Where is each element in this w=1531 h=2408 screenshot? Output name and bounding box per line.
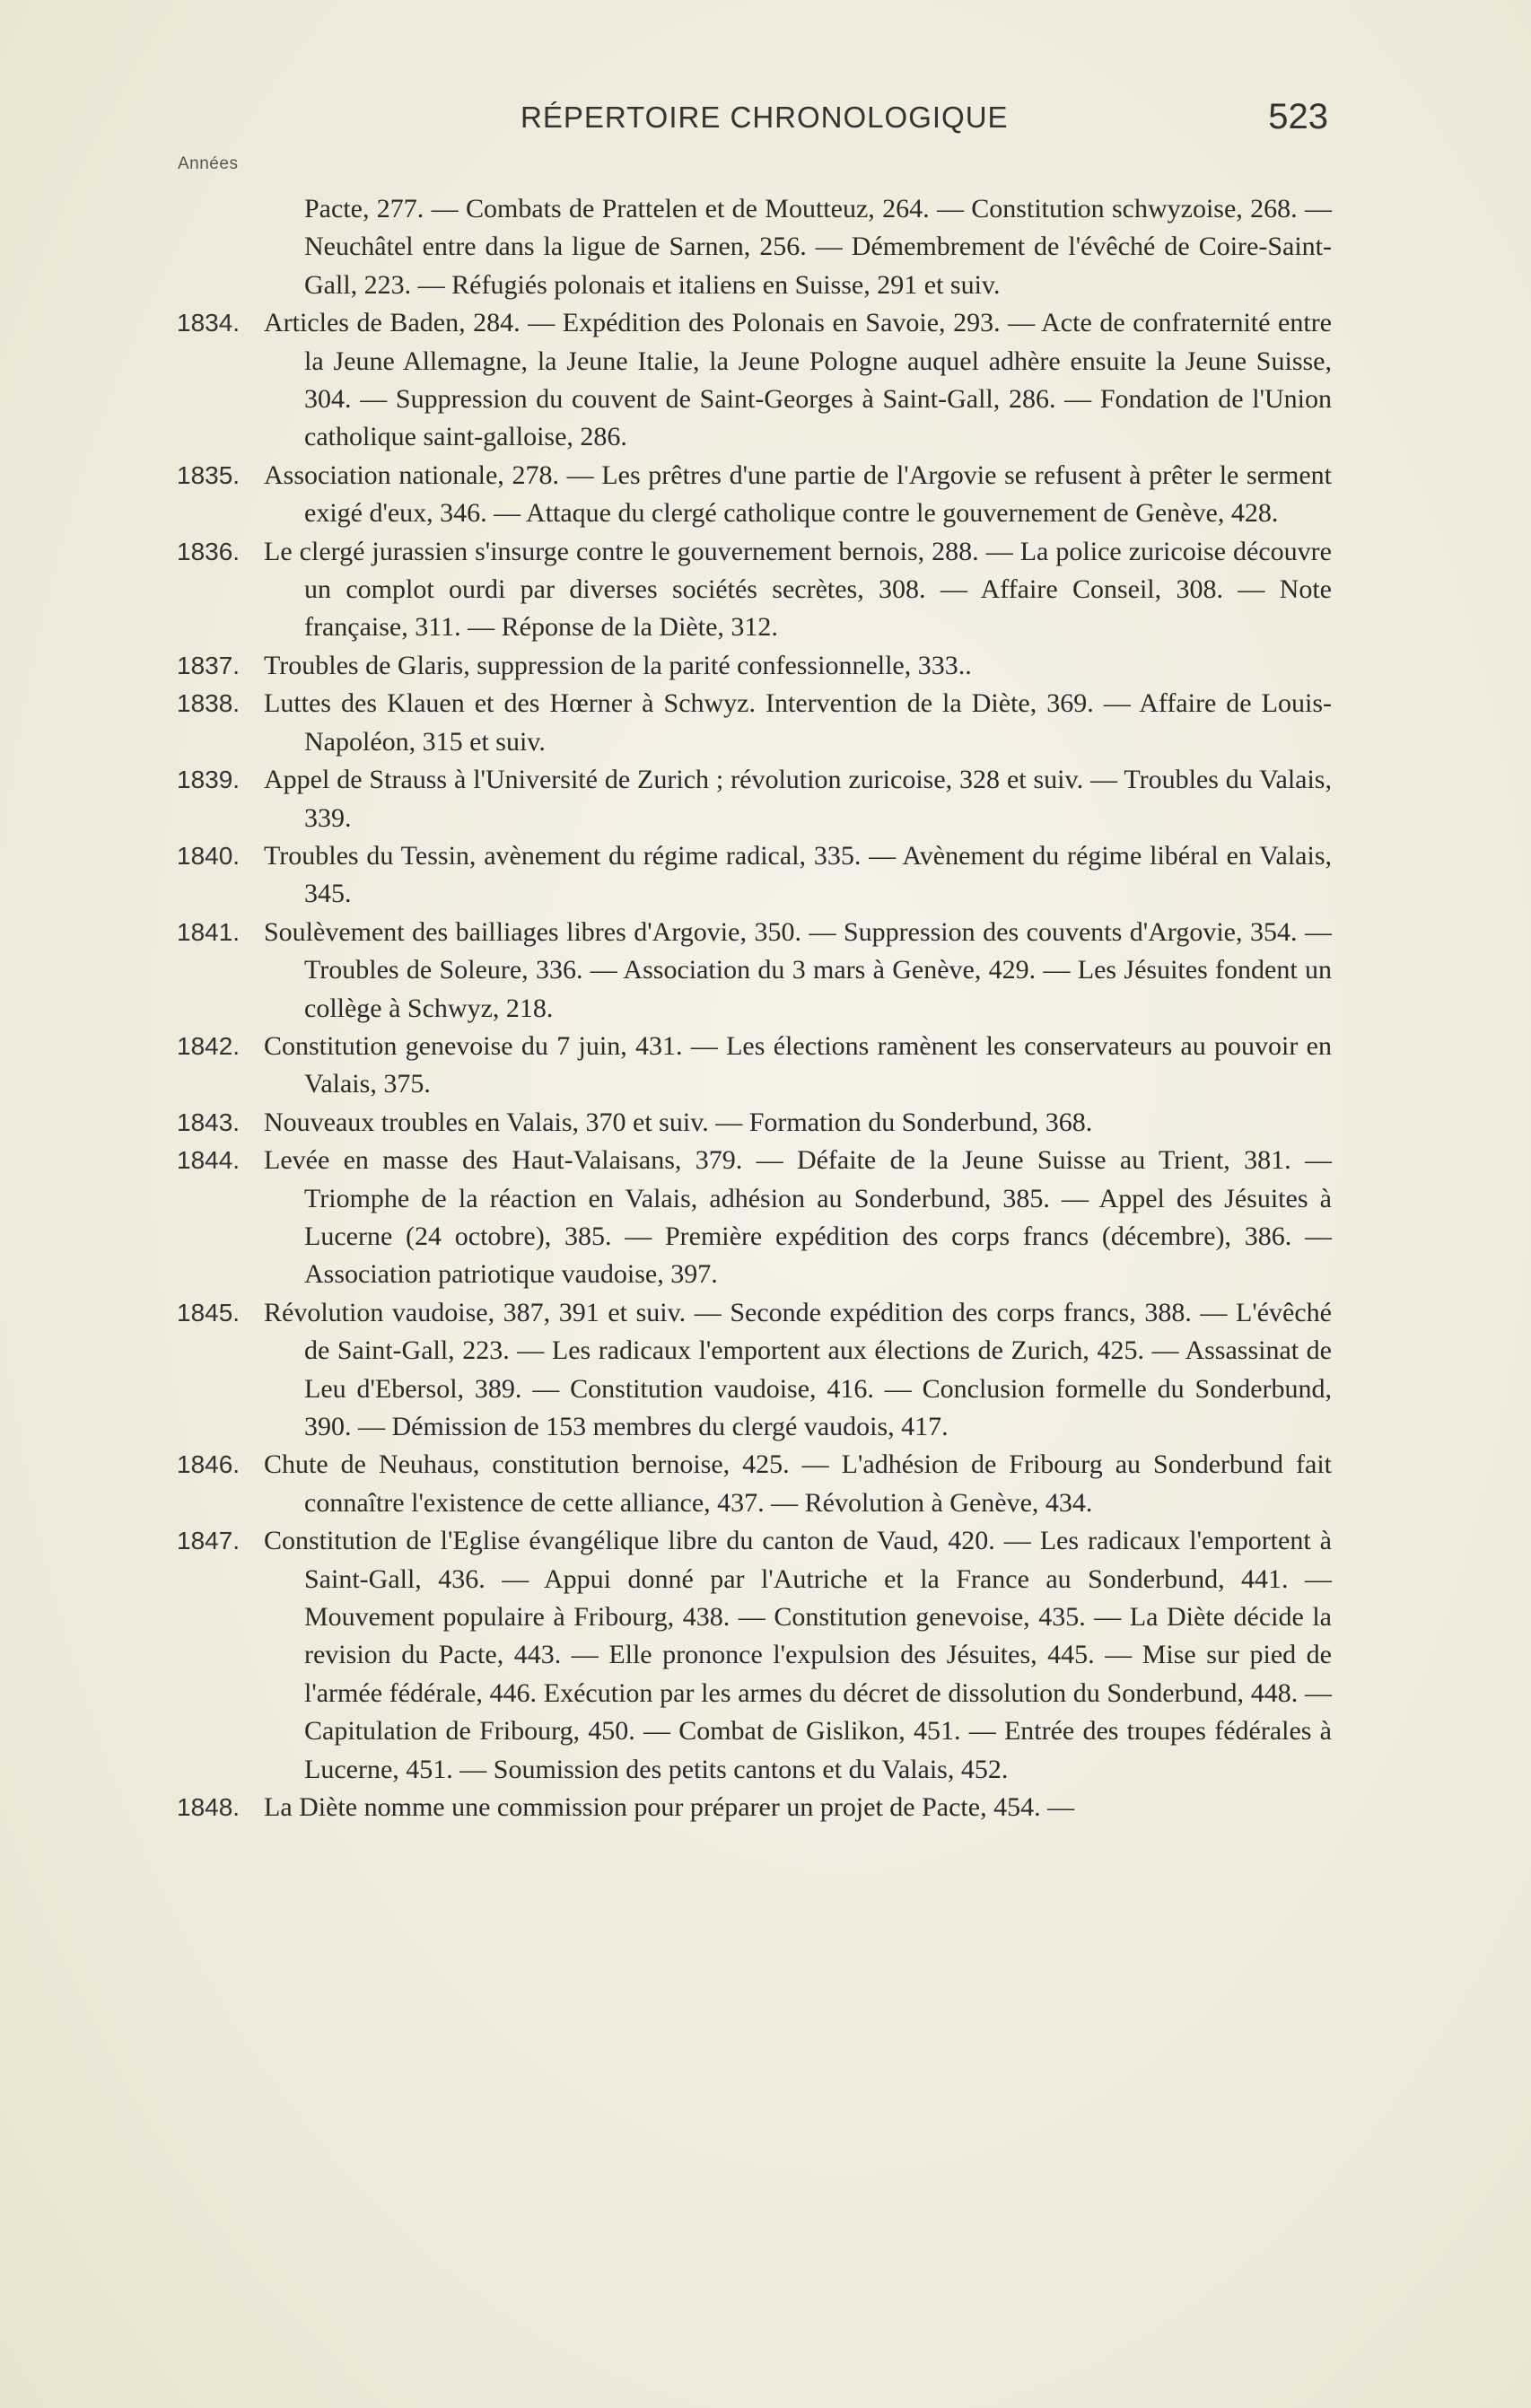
- entry-year: 1837.: [177, 651, 241, 679]
- chronology-entry: [0, 914, 1531, 1028]
- entry-year: 1847.: [177, 1527, 241, 1555]
- chronology-entry: [0, 1789, 1531, 1826]
- entry-year: 1843.: [177, 1108, 241, 1136]
- page-header: [521, 97, 1328, 145]
- entry-year: 1846.: [177, 1450, 241, 1479]
- chronology-entry: [0, 190, 1531, 304]
- entry-text: Pacte, 277. — Combats de Prattelen et de Moutteuz, 264. — Constitution schwyzoise, 268. — Neuchâtel entre dans la ligue de Sarnen, 256. — Démembrement de l'évêché de Coire-Saint-Gall, 223. — Réfugiés polonais et italiens en Suisse, 291 et suiv.: [304, 194, 1332, 300]
- entry-text: Révolution vaudoise, 387, 391 et suiv. — Seconde expédition des corps francs, 388. — L'évêché de Saint-Gall, 223. — Les radicaux l'emportent aux élections de Zurich, 425. — Assassinat de Leu d'Ebersol, 389. — Constitution vaudoise, 416. — Conclusion formelle du Sonderbund, 390. — Démission de 153 membres du clergé vaudois, 417.: [264, 1297, 1332, 1441]
- entry-year: 1848.: [177, 1793, 241, 1822]
- chronology-entry: [0, 685, 1531, 761]
- entry-year: 1839.: [177, 766, 241, 794]
- entry-text: Troubles de Glaris, suppression de la parité confessionnelle, 333..: [264, 650, 972, 680]
- chronology-entry: [0, 533, 1531, 647]
- chronology-entry: [0, 837, 1531, 914]
- entry-year: 1841.: [177, 917, 241, 946]
- chronology-entry: [0, 1028, 1531, 1104]
- entry-text: Constitution de l'Eglise évangélique libre du canton de Vaud, 420. — Les radicaux l'emportent à Saint-Gall, 436. — Appui donné par l'Autriche et la France au Sonderbund, 441. — Mouvement populaire à Fribourg, 438. — Constitution genevoise, 435. — La Diète décide la revision du Pacte, 443. — Elle prononce l'expulsion des Jésuites, 445. — Mise sur pied de l'armée fédérale, 446. Exécution par les armes du décret de dissolution du Sonderbund, 448. — Capitulation de Fribourg, 450. — Combat de Gislikon, 451. — Entrée des troupes fédérales à Lucerne, 451. — Soumission des petits cantons et du Valais, 452.: [264, 1526, 1332, 1784]
- entry-text: Articles de Baden, 284. — Expédition des Polonais en Savoie, 293. — Acte de confraternité entre la Jeune Allemagne, la Jeune Italie, la Jeune Pologne auquel adhère ensuite la Jeune Suisse, 304. — Suppression du couvent de Saint-Georges à Saint-Gall, 286. — Fondation de l'Union catholique saint-galloise, 286.: [264, 308, 1332, 452]
- entry-text: Chute de Neuhaus, constitution bernoise, 425. — L'adhésion de Fribourg au Sonderbund fait connaître l'existence de cette alliance, 437. — Révolution à Genève, 434.: [264, 1449, 1332, 1518]
- entry-year: 1845.: [177, 1298, 241, 1327]
- entry-text: Appel de Strauss à l'Université de Zurich ; révolution zuricoise, 328 et suiv. — Troubles du Valais, 339.: [264, 765, 1332, 833]
- chronology-entry: [0, 1142, 1531, 1294]
- chronology-entry: [0, 1446, 1531, 1522]
- chronology-entry: [0, 761, 1531, 837]
- entry-year: 1838.: [177, 689, 241, 718]
- chronology-entry: [0, 457, 1531, 533]
- entry-text: Le clergé jurassien s'insurge contre le gouvernement bernois, 288. — La police zuricoise découvre un complot ourdi par diverses sociétés secrètes, 308. — Affaire Conseil, 308. — Note française, 311. — Réponse de la Diète, 312.: [264, 536, 1332, 643]
- chronology-list: [0, 190, 1531, 1826]
- page-number: 523: [1268, 97, 1328, 136]
- entry-text: Luttes des Klauen et des Hœrner à Schwyz. Intervention de la Diète, 369. — Affaire de Louis-Napoléon, 315 et suiv.: [264, 688, 1332, 757]
- entry-text: Soulèvement des bailliages libres d'Argovie, 350. — Suppression des couvents d'Argovie, 354. — Troubles de Soleure, 336. — Association du 3 mars à Genève, 429. — Les Jésuites fondent un collège à Schwyz, 218.: [264, 916, 1332, 1023]
- entry-text: Association nationale, 278. — Les prêtres d'une partie de l'Argovie se refusent à prêter le serment exigé d'eux, 346. — Attaque du clergé catholique contre le gouvernement de Genève, 428.: [264, 460, 1332, 529]
- chronology-entry: [0, 1522, 1531, 1789]
- entry-text: Constitution genevoise du 7 juin, 431. — Les élections ramènent les conservateurs au pouvoir en Valais, 375.: [264, 1030, 1332, 1099]
- entry-text: La Diète nomme une commission pour préparer un projet de Pacte, 454. —: [264, 1792, 1075, 1823]
- entry-year: 1844.: [177, 1146, 241, 1175]
- chronology-entry: [0, 304, 1531, 457]
- entry-text: Troubles du Tessin, avènement du régime radical, 335. — Avènement du régime libéral en Valais, 345.: [264, 840, 1332, 909]
- entry-year: 1835.: [177, 460, 241, 489]
- margin-label-years: Années: [178, 154, 239, 173]
- chronology-entry: [0, 1294, 1531, 1447]
- chronology-entry: [0, 647, 1531, 685]
- chronology-entry: [0, 1104, 1531, 1142]
- entry-text: Nouveaux troubles en Valais, 370 et suiv. — Formation du Sonderbund, 368.: [264, 1107, 1093, 1137]
- entry-year: 1840.: [177, 841, 241, 870]
- entry-year: 1834.: [177, 309, 241, 337]
- entry-year: 1836.: [177, 537, 241, 565]
- entry-text: Levée en masse des Haut-Valaisans, 379. — Défaite de la Jeune Suisse au Trient, 381. — Triomphe de la réaction en Valais, adhésion au Sonderbund, 385. — Appel des Jésuites à Lucerne (24 octobre), 385. — Première expédition des corps francs (décembre), 386. — Association patriotique vaudoise, 397.: [264, 1145, 1332, 1290]
- running-title: RÉPERTOIRE CHRONOLOGIQUE: [521, 101, 1009, 134]
- entry-year: 1842.: [177, 1031, 241, 1060]
